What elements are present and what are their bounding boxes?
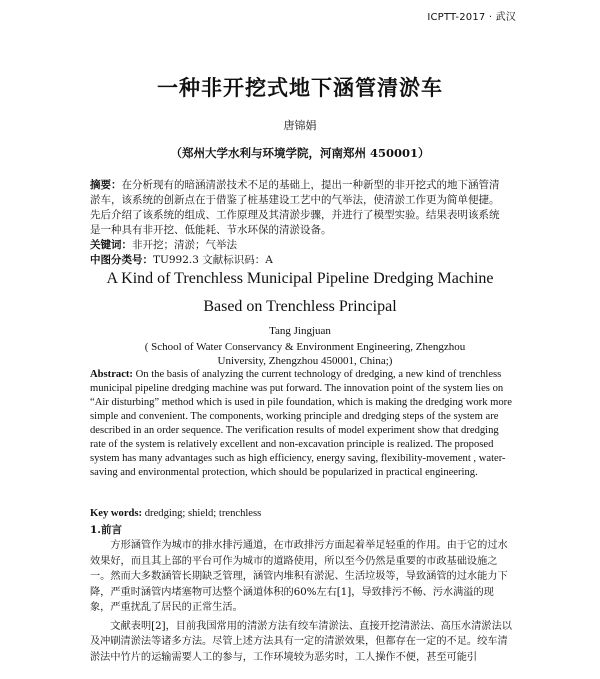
abstract-label-cn: 摘要： [90,179,122,191]
abstract-label-en: Abstract: [90,369,133,380]
english-title-line1: A Kind of Trenchless Municipal Pipeline Dredging Machine [106,270,494,287]
section-body [90,538,514,668]
classification-number [90,253,508,268]
classification-text: TU992.3 文献标识码：A [153,254,273,266]
chinese-keywords [90,238,508,253]
classification-label: 中图分类号： [90,254,153,266]
abstract-text-cn: 在分析现有的暗涵清淤技术不足的基础上，提出一种新型的非开挖式的地下涵管清淤车，该系统的创新点在于借鉴了桩基建设工艺中的气举法，使清淤工作更为简单便捷。先后介绍了该系统的组成、工作原理及其清淤步骤，并进行了模型实验。结果表明该系统是一种具有非开挖、低能耗、节水环保的清淤设备。 [90,179,500,236]
english-author: Tang Jingjuan [269,325,331,337]
chinese-author: 唐锦娟 [283,119,317,132]
chinese-abstract [90,178,508,238]
body-paragraph-2: 文献表明[2]，目前我国常用的清淤方法有绞车清淤法、直接开挖清淤法、高压水清淤法以及冲刷清淤法等诸多方法。尽管上述方法具有一定的清淤效果，但都存在一定的不足。绞车清淤法中竹片的运输需要人工的参与，工作环境较为恶劣时，工人操作不便，甚至可能引 [90,620,512,663]
section-heading: 1.前言 [90,524,122,536]
abstract-text-en: On the basis of analyzing the current technology of dredging, a new kind of trenchless municipal pipeline dredging machine was put forward. The innovation point of the system lies on “Air disturbing” method which is used in pile foundation, which is making the dredging work more simple and convenient. The components, working principle and dredging steps of the system are described in an order sequence. The verification results of model experiment show that dredging rate of the system is relatively excellent and non-excavation principle is realized. The proposed system has many advantages such as high efficiency, energy saving, flexibility-movement , water-saving and environmental protection, which should be popularized in practical engineering. [90,369,512,478]
english-keywords [90,508,514,519]
chinese-affiliation: （郑州大学水利与环境学院，河南郑州 450001） [170,146,430,160]
english-abstract [90,368,514,480]
chinese-abstract-block [90,178,508,268]
chinese-title: 一种非开挖式地下涵管清淤车 [157,76,443,100]
keywords-text-cn: 非开挖；清淤；气举法 [132,239,237,251]
english-title-line2: Based on Trenchless Principal [203,298,397,315]
conference-header: ICPTT-2017 · 武汉 [427,12,516,23]
keywords-text-en: dredging; shield; trenchless [144,508,262,519]
english-affiliation: ( School of Water Conservancy & Environment Engineering, Zhengzhou University, Zhengzhou 450001, China;) [144,341,466,367]
keywords-label-en: Key words: [90,508,143,519]
body-paragraph-1: 方形涵管作为城市的排水排污通道，在市政排污方面起着举足轻重的作用。由于它的过水效果好，而且其上部的平台可作为城市的道路使用，所以至今仍然是重要的市政基础设施之一。然而大多数涵管长期缺乏管理，涵管内堆积有淤泥、生活垃圾等，导致涵管的过水能力下降，严重时涵管内堵塞物可达整个涵道体积的60%左右[1]，导致排污不畅、污水满溢的现象，严重扰乱了居民的正常生活。 [90,540,508,613]
keywords-label-cn: 关键词： [90,239,132,251]
